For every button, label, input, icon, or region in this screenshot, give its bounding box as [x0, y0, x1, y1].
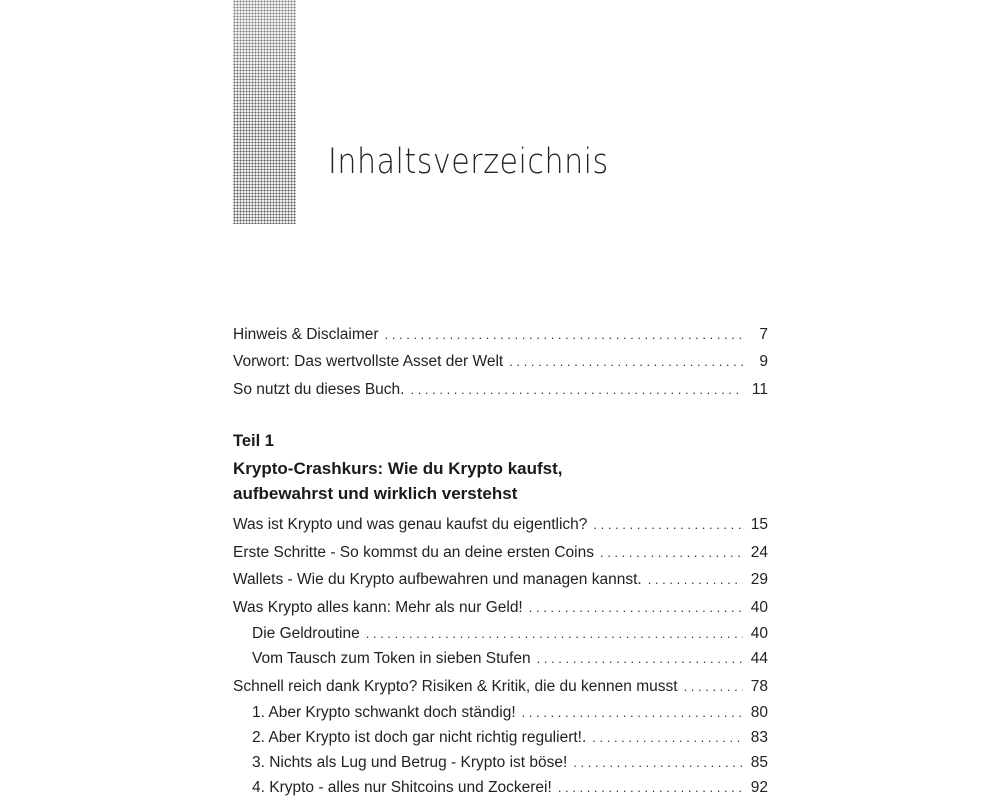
part-title-line2: aufbewahrst und wirklich verstehst	[233, 484, 518, 503]
toc-page-number: 78	[750, 678, 768, 695]
toc-subentry-shitcoins[interactable]	[252, 779, 768, 801]
toc-entry-title: 4. Krypto - alles nur Shitcoins und Zockerei!	[252, 779, 552, 796]
toc-entry-title: Was ist Krypto und was genau kaufst du eigentlich?	[233, 516, 588, 533]
toc-subentry-lug-betrug[interactable]	[252, 754, 768, 776]
toc-entry-title: 3. Nichts als Lug und Betrug - Krypto ist böse!	[252, 754, 568, 771]
dot-leader	[593, 517, 742, 532]
toc-entry-wallets[interactable]	[233, 571, 768, 593]
dot-leader	[573, 755, 742, 770]
dot-leader	[648, 572, 743, 587]
toc-entry-vorwort[interactable]	[233, 353, 768, 375]
toc-entry-title: Vom Tausch zum Token in sieben Stufen	[252, 650, 531, 667]
toc-entry-title: Schnell reich dank Krypto? Risiken & Kritik, die du kennen musst	[233, 678, 678, 695]
toc-entry-title: Die Geldroutine	[252, 625, 360, 642]
toc-subentry-vom-tausch[interactable]	[252, 650, 768, 672]
toc-page-number: 24	[750, 544, 768, 561]
dot-leader	[522, 705, 743, 720]
toc-page-number: 80	[750, 704, 768, 721]
toc-page-number: 9	[759, 353, 768, 370]
toc-entry-so-nutzt[interactable]	[233, 381, 768, 403]
toc-page-number: 15	[750, 516, 768, 533]
dot-leader	[366, 626, 743, 641]
toc-subentry-schwankt[interactable]	[252, 704, 768, 726]
toc-subentry-geldroutine[interactable]	[252, 625, 768, 647]
toc-entry-hinweis[interactable]	[233, 326, 768, 348]
toc-entry-title: So nutzt du dieses Buch.	[233, 381, 405, 398]
toc-entry-schnell-reich[interactable]	[233, 678, 768, 700]
toc-entry-was-krypto-kann[interactable]	[233, 599, 768, 621]
toc-page-number: 11	[751, 381, 768, 398]
dot-leader	[684, 679, 743, 694]
dot-leader	[410, 382, 743, 397]
dot-leader	[600, 545, 743, 560]
dot-leader	[385, 327, 744, 342]
toc-entry-was-ist-krypto[interactable]	[233, 516, 768, 538]
toc-entry-title: Wallets - Wie du Krypto aufbewahren und managen kannst.	[233, 571, 642, 588]
toc-entry-title: Vorwort: Das wertvollste Asset der Welt	[233, 353, 504, 370]
toc-entry-erste-schritte[interactable]	[233, 544, 768, 566]
toc-entry-title: 1. Aber Krypto schwankt doch ständig!	[252, 704, 516, 721]
toc-page-number: 44	[750, 650, 768, 667]
toc-page-number: 40	[750, 625, 768, 642]
toc-subentry-reguliert[interactable]	[252, 729, 768, 751]
toc-page-number: 40	[750, 599, 768, 616]
toc-entry-title: Hinweis & Disclaimer	[233, 326, 379, 343]
toc-entry-title: Was Krypto alles kann: Mehr als nur Geld!	[233, 599, 523, 616]
toc-entry-title: Erste Schritte - So kommst du an deine ersten Coins	[233, 544, 594, 561]
dot-leader	[509, 354, 744, 369]
dot-leader	[558, 780, 743, 795]
page-title: Inhaltsverzeichnis	[328, 142, 609, 182]
toc-page-number: 7	[759, 326, 768, 343]
dot-leader	[592, 730, 742, 745]
toc-page-number: 85	[750, 754, 768, 771]
toc-page-number: 83	[750, 729, 768, 746]
toc-page-number: 29	[750, 571, 768, 588]
part-title-line1: Krypto-Crashkurs: Wie du Krypto kaufst,	[233, 459, 563, 478]
part-label: Teil 1	[233, 432, 274, 450]
dot-leader	[537, 651, 743, 666]
toc-page-number: 92	[750, 779, 768, 796]
toc-entry-title: 2. Aber Krypto ist doch gar nicht richtig reguliert!.	[252, 729, 587, 746]
dot-leader	[529, 600, 743, 615]
halftone-decoration-bar	[233, 0, 296, 224]
